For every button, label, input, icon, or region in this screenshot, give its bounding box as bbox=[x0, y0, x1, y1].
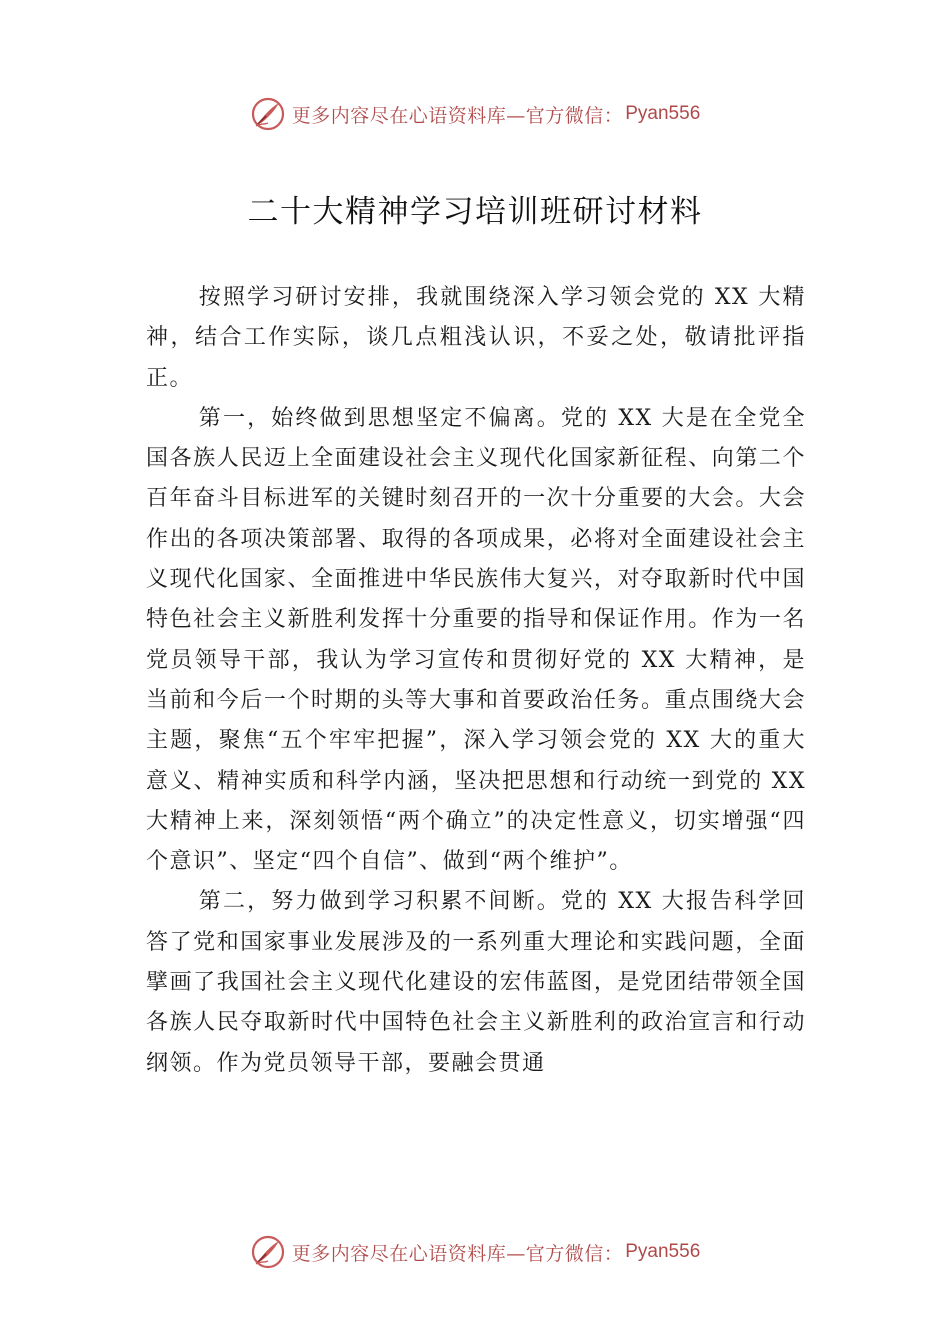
watermark-text: 更多内容尽在心语资料库—官方微信： bbox=[291, 1242, 624, 1265]
watermark-banner-bottom bbox=[0, 1232, 950, 1272]
watermark-text: 更多内容尽在心语资料库—官方微信： bbox=[291, 104, 624, 127]
quill-logo-icon bbox=[250, 96, 286, 132]
paragraph-intro: 按照学习研讨安排，我就围绕深入学习领会党的 XX 大精神，结合工作实际，谈几点粗浅认识，不妥之处，敬请批评指正。 bbox=[146, 285, 806, 391]
paragraph-second-point: 第二，努力做到学习积累不间断。党的 XX 大报告科学回答了党和国家事业发展涉及的一系列重大理论和实践问题，全面擘画了我国社会主义现代化建设的宏伟蓝图，是党团结带领全国各族人民夺取新时代中国特色社会主义新胜利的政治宣言和行动纲领。作为党员领导干部，要融会贯通 bbox=[146, 889, 806, 1076]
document-body bbox=[146, 278, 806, 1084]
document-title: 二十大精神学习培训班研讨材料 bbox=[247, 194, 703, 230]
watermark-banner-top bbox=[0, 94, 950, 134]
quill-logo-icon bbox=[250, 1234, 286, 1270]
watermark-wechat-id: Pyan556 bbox=[625, 103, 701, 124]
watermark-wechat-id: Pyan556 bbox=[625, 1241, 701, 1262]
paragraph-first-point: 第一，始终做到思想坚定不偏离。党的 XX 大是在全党全国各族人民迈上全面建设社会主义现代化国家新征程、向第二个百年奋斗目标进军的关键时刻召开的一次十分重要的大会。大会作出的各项决策部署、取得的各项成果，必将对全面建设社会主义现代化国家、全面推进中华民族伟大复兴，对夺取新时代中国特色社会主义新胜利发挥十分重要的指导和保证作用。作为一名党员领导干部，我认为学习宣传和贯彻好党的 XX 大精神，是当前和今后一个时期的头等大事和首要政治任务。重点围绕大会主题，聚焦“五个牢牢把握”，深入学习领会党的 XX 大的重大意义、精神实质和科学内涵，坚决把思想和行动统一到党的 XX 大精神上来，深刻领悟“两个确立”的决定性意义，切实增强“四个意识”、坚定“四个自信”、做到“两个维护”。 bbox=[146, 405, 806, 875]
